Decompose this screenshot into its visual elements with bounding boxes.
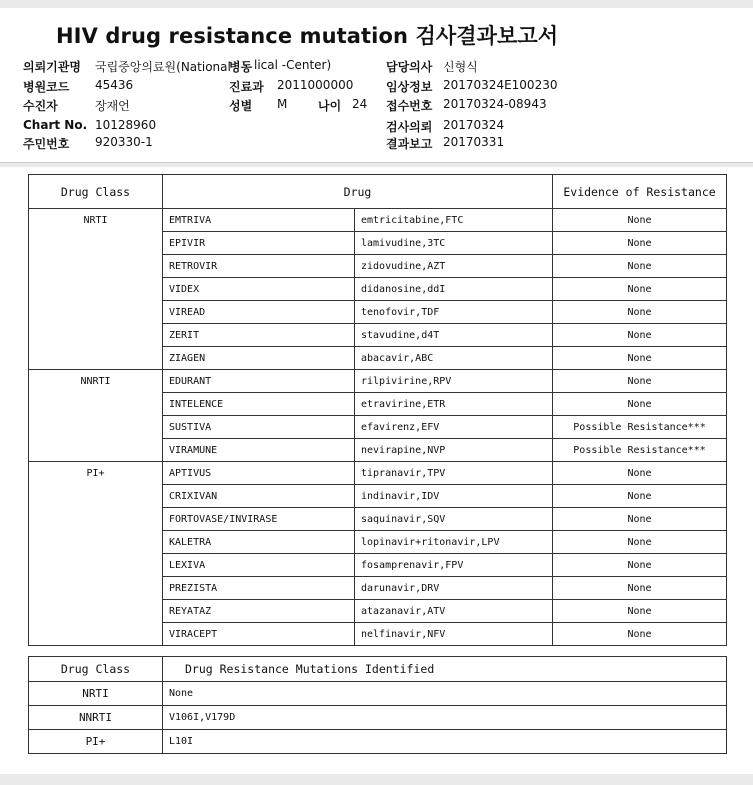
patient-label: 수진자 <box>23 99 58 113</box>
clinical-info-label: 임상정보 <box>386 80 433 94</box>
generic-name-cell: saquinavir,SQV <box>355 508 553 531</box>
generic-name-cell: fosamprenavir,FPV <box>355 554 553 577</box>
evidence-cell: None <box>553 462 727 485</box>
evidence-cell: None <box>553 600 727 623</box>
hospital-code-value: 45436 <box>95 78 134 92</box>
evidence-cell: None <box>553 209 727 232</box>
evidence-cell: None <box>553 577 727 600</box>
mutations-cell: V106I,V179D <box>163 706 727 730</box>
evidence-cell: None <box>553 278 727 301</box>
institution-label: 의뢰기관명 <box>23 60 81 74</box>
evidence-cell: Possible Resistance*** <box>553 439 727 462</box>
brand-name-cell: VIRACEPT <box>163 623 355 646</box>
generic-name-cell: rilpivirine,RPV <box>355 370 553 393</box>
evidence-cell: None <box>553 508 727 531</box>
generic-name-cell: atazanavir,ATV <box>355 600 553 623</box>
brand-name-cell: VIREAD <box>163 301 355 324</box>
mutations-header: Drug Resistance Mutations Identified <box>163 657 727 682</box>
generic-name-cell: lopinavir+ritonavir,LPV <box>355 531 553 554</box>
evidence-cell: Possible Resistance*** <box>553 416 727 439</box>
clinical-info-value: 20170324E100230 <box>443 78 558 92</box>
result-date-label: 결과보고 <box>386 137 433 151</box>
brand-name-cell: EMTRIVA <box>163 209 355 232</box>
generic-name-cell: abacavir,ABC <box>355 347 553 370</box>
evidence-cell: None <box>553 301 727 324</box>
drug-class-cell: NNRTI <box>29 370 163 462</box>
generic-name-cell: nelfinavir,NFV <box>355 623 553 646</box>
doctor-label: 담당의사 <box>386 60 433 74</box>
generic-name-cell: stavudine,d4T <box>355 324 553 347</box>
mutations-cell: None <box>163 682 727 706</box>
brand-name-cell: ZERIT <box>163 324 355 347</box>
mutation-drug-class-cell: NNRTI <box>29 706 163 730</box>
resident-id-value: 920330-1 <box>95 135 153 149</box>
generic-name-cell: didanosine,ddI <box>355 278 553 301</box>
drug-header: Drug <box>163 175 553 209</box>
brand-name-cell: VIDEX <box>163 278 355 301</box>
table-row <box>29 730 727 754</box>
brand-name-cell: FORTOVASE/INVIRASE <box>163 508 355 531</box>
receipt-no-label: 접수번호 <box>386 99 433 113</box>
resistance-table <box>28 174 727 646</box>
evidence-cell: None <box>553 255 727 278</box>
brand-name-cell: SUSTIVA <box>163 416 355 439</box>
chart-no-value: 10128960 <box>95 118 157 132</box>
table-row <box>29 682 727 706</box>
table-row <box>29 462 727 485</box>
brand-name-cell: PREZISTA <box>163 577 355 600</box>
drug-class-cell: PI+ <box>29 462 163 646</box>
evidence-cell: None <box>553 393 727 416</box>
table-row <box>29 370 727 393</box>
sex-label: 성별 <box>229 99 253 113</box>
evidence-header: Evidence of Resistance <box>553 175 727 209</box>
mutation-table <box>28 656 727 754</box>
evidence-cell: None <box>553 623 727 646</box>
resident-id-label: 주민번호 <box>23 137 70 151</box>
brand-name-cell: EDURANT <box>163 370 355 393</box>
generic-name-cell: tipranavir,TPV <box>355 462 553 485</box>
brand-name-cell: KALETRA <box>163 531 355 554</box>
evidence-cell: None <box>553 554 727 577</box>
drug-class-header: Drug Class <box>29 175 163 209</box>
sex-value: M <box>277 97 288 111</box>
brand-name-cell: RETROVIR <box>163 255 355 278</box>
brand-name-cell: VIRAMUNE <box>163 439 355 462</box>
institution-value: 국립중앙의료원(National <box>95 60 231 74</box>
evidence-cell: None <box>553 324 727 347</box>
request-date-label: 검사의뢰 <box>386 120 433 134</box>
generic-name-cell: lamivudine,3TC <box>355 232 553 255</box>
evidence-cell: None <box>553 370 727 393</box>
evidence-cell: None <box>553 347 727 370</box>
doctor-value: 신형식 <box>443 60 478 74</box>
mutation-drug-class-cell: NRTI <box>29 682 163 706</box>
brand-name-cell: APTIVUS <box>163 462 355 485</box>
hospital-code-label: 병원코드 <box>23 80 70 94</box>
ward-value: lical -Center) <box>254 58 332 72</box>
age-value: 24 <box>352 97 368 111</box>
generic-name-cell: emtricitabine,FTC <box>355 209 553 232</box>
chart-no-label: Chart No. <box>23 118 88 132</box>
drug-class-cell: NRTI <box>29 209 163 370</box>
generic-name-cell: nevirapine,NVP <box>355 439 553 462</box>
generic-name-cell: indinavir,IDV <box>355 485 553 508</box>
generic-name-cell: efavirenz,EFV <box>355 416 553 439</box>
department-value: 2011000000 <box>277 78 354 92</box>
brand-name-cell: ZIAGEN <box>163 347 355 370</box>
mutation-drug-class-header: Drug Class <box>29 657 163 682</box>
result-date-value: 20170331 <box>443 135 505 149</box>
brand-name-cell: INTELENCE <box>163 393 355 416</box>
generic-name-cell: etravirine,ETR <box>355 393 553 416</box>
ward-label: 병동 <box>229 60 253 74</box>
evidence-cell: None <box>553 531 727 554</box>
request-date-value: 20170324 <box>443 118 505 132</box>
brand-name-cell: CRIXIVAN <box>163 485 355 508</box>
brand-name-cell: REYATAZ <box>163 600 355 623</box>
report-title: HIV drug resistance mutation 검사결과보고서 <box>56 24 559 48</box>
table-row <box>29 706 727 730</box>
age-label: 나이 <box>318 99 342 113</box>
evidence-cell: None <box>553 232 727 255</box>
table-row <box>29 209 727 232</box>
department-label: 진료과 <box>229 80 264 94</box>
receipt-no-value: 20170324-08943 <box>443 97 547 111</box>
generic-name-cell: darunavir,DRV <box>355 577 553 600</box>
evidence-cell: None <box>553 485 727 508</box>
generic-name-cell: tenofovir,TDF <box>355 301 553 324</box>
mutations-cell: L10I <box>163 730 727 754</box>
brand-name-cell: EPIVIR <box>163 232 355 255</box>
patient-value: 장재언 <box>95 99 130 113</box>
brand-name-cell: LEXIVA <box>163 554 355 577</box>
mutation-drug-class-cell: PI+ <box>29 730 163 754</box>
generic-name-cell: zidovudine,AZT <box>355 255 553 278</box>
